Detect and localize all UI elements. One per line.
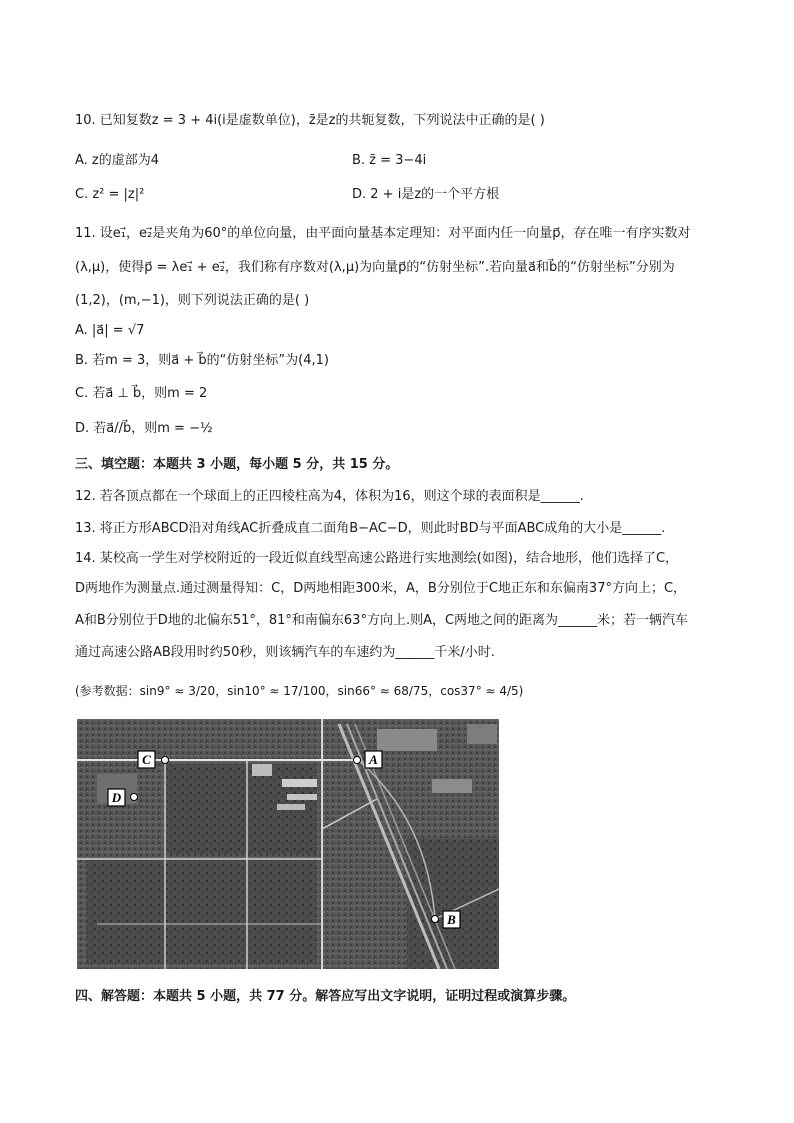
section-3-heading: 三、填空题：本题共 3 小题，每小题 5 分，共 15 分。 (75, 457, 399, 472)
label-a: A (369, 752, 378, 767)
point-b-marker (432, 916, 439, 923)
q14-line-2: D两地作为测量点.通过测量得知：C，D两地相距300米，A，B分别位于C地正东和东偏南37°方向上；C， (75, 581, 687, 596)
q10-option-d: D. 2 + i是z的一个平方根 (352, 187, 500, 202)
q11-option-d: D. 若a⃗//b⃗，则m = −½ (75, 421, 213, 436)
q13-text: 13. 将正方形ABCD沿对角线AC折叠成直二面角B−AC−D，则此时BD与平面ABC成角的大小是______. (75, 521, 666, 536)
q10-option-a: A. z的虚部为4 (75, 153, 160, 168)
point-c-marker (162, 757, 169, 764)
point-d-marker (131, 794, 138, 801)
q14-line-3: A和B分别位于D地的北偏东51°，81°和南偏东63°方向上.则A，C两地之间的距离为______米；若一辆汽车 (75, 613, 689, 628)
q11-stem-line-3: (1,2)，(m,−1)，则下列说法正确的是( ) (75, 293, 310, 308)
section-4-heading: 四、解答题：本题共 5 小题，共 77 分。解答应写出文字说明，证明过程或演算步骤。 (75, 989, 576, 1004)
q11-option-b: B. 若m = 3，则a⃗ + b⃗的“仿射坐标”为(4,1) (75, 353, 329, 368)
q14-reference-data: (参考数据：sin9° ≈ 3/20，sin10° ≈ 17/100，sin66° ≈ 68/75，cos37° ≈ 4/5) (75, 684, 524, 698)
q11-stem-line-2: (λ,μ)，使得p⃗ = λe₁⃗ + e₂⃗，我们称有序数对(λ,μ)为向量p⃗的“仿射坐标”.若向量a⃗和b⃗的“仿射坐标”分别为 (75, 260, 675, 275)
q10-option-b: B. z̄ = 3−4i (352, 153, 427, 168)
label-b: B (447, 912, 456, 927)
q10-stem: 10. 已知复数z = 3 + 4i(i是虚数单位)，z̄是z的共轭复数，下列说法中正确的是( ) (75, 113, 545, 128)
q14-line-1: 14. 某校高一学生对学校附近的一段近似直线型高速公路进行实地测绘(如图)，结合地形，他们选择了C， (75, 551, 679, 566)
q11-option-c: C. 若a⃗ ⊥ b⃗，则m = 2 (75, 386, 208, 401)
point-a-marker (354, 757, 361, 764)
label-d: D (111, 790, 122, 805)
aerial-map-figure (77, 719, 499, 969)
q12-text: 12. 若各顶点都在一个球面上的正四棱柱高为4，体积为16，则这个球的表面积是______. (75, 489, 584, 504)
label-c: C (142, 752, 151, 767)
q10-option-c: C. z² = |z|² (75, 187, 145, 202)
q11-option-a: A. |a⃗| = √7 (75, 323, 145, 338)
q11-stem-line-1: 11. 设e₁⃗，e₂⃗是夹角为60°的单位向量，由平面向量基本定理知：对平面内任一向量p⃗，存在唯一有序实数对 (75, 226, 691, 241)
q14-line-4: 通过高速公路AB段用时约50秒，则该辆汽车的车速约为______千米/小时. (75, 645, 495, 660)
